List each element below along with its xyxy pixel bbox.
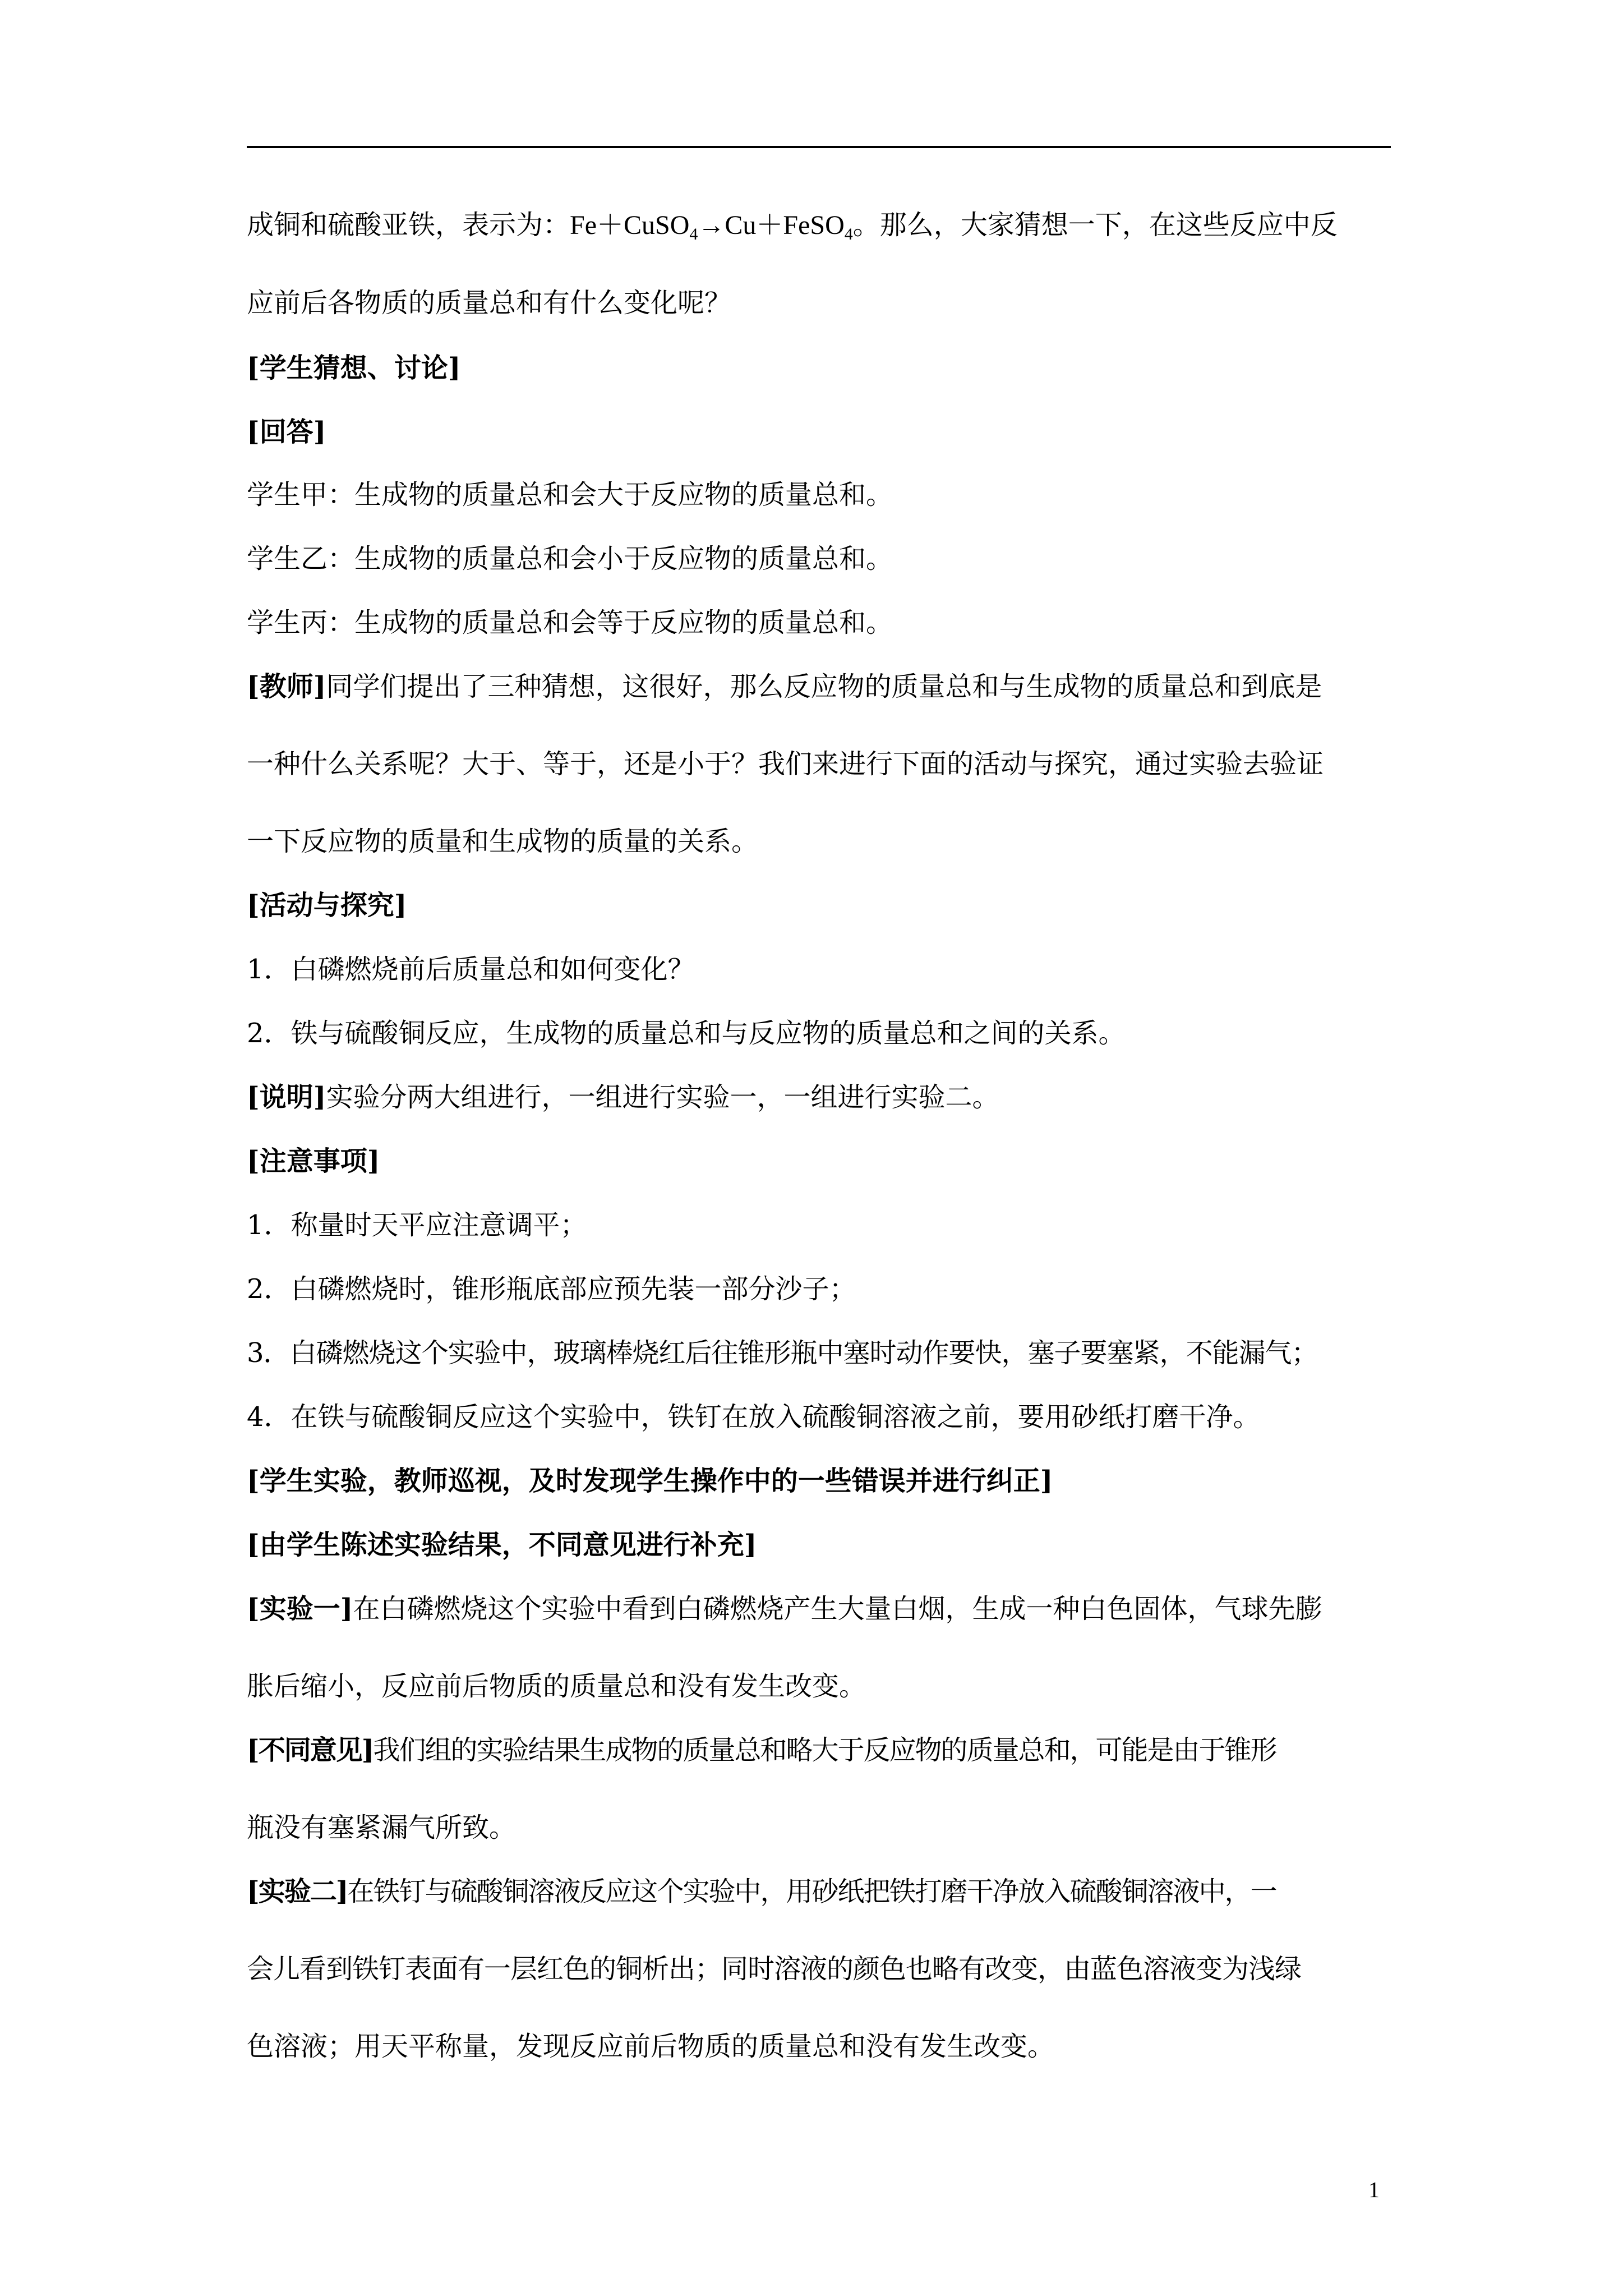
exp1-label: [实验一] <box>247 1593 353 1625</box>
intro-line-2: 应前后各物质的质量总和有什么变化呢？ <box>247 287 732 319</box>
reaction-arrow: → <box>698 210 725 240</box>
subscript: 4 <box>844 225 853 243</box>
note-item: 2．白磷燃烧时，锥形瓶底部应预先装一部分沙子； <box>247 1273 856 1305</box>
diff-paragraph-line <box>247 1734 1391 1766</box>
section-heading-student-experiment: [学生实验，教师巡视，及时发现学生操作中的一些错误并进行纠正] <box>247 1465 1053 1497</box>
header-rule <box>247 146 1391 148</box>
text-span: 同学们提出了三种猜想，这很好，那么反应物的质量总和与生成物的质量总和到底是 <box>326 671 1322 702</box>
subscript: 4 <box>689 225 698 243</box>
note-item: 3．白磷燃烧这个实验中，玻璃棒烧红后往锥形瓶中塞时动作要快，塞子要塞紧，不能漏气； <box>247 1337 1318 1369</box>
body-text <box>247 196 1391 2062</box>
text-span: 在铁钉与硫酸铜溶液反应这个实验中，用砂纸把铁打磨干净放入硫酸铜溶液中，一 <box>347 1876 1276 1907</box>
teacher-paragraph-line <box>247 671 1391 702</box>
section-heading-notes: [注意事项] <box>247 1145 380 1177</box>
section-heading-report: [由学生陈述实验结果，不同意见进行补充] <box>247 1529 757 1561</box>
reactants: Fe＋CuSO <box>570 210 690 240</box>
section-heading-answer: [回答] <box>247 416 326 448</box>
intro-line-1 <box>247 209 1391 243</box>
exp2-paragraph-line: 色溶液；用天平称量，发现反应前后物质的质量总和没有发生改变。 <box>247 2031 1055 2062</box>
page-number: 1 <box>1368 2177 1380 2202</box>
explain-label: [说明] <box>247 1082 326 1113</box>
answer-item: 学生甲：生成物的质量总和会大于反应物的质量总和。 <box>247 479 893 510</box>
exp2-label: [实验二] <box>247 1876 348 1907</box>
text-span: 。那么，大家猜想一下，在这些反应中反 <box>852 209 1338 241</box>
answer-item: 学生丙：生成物的质量总和会等于反应物的质量总和。 <box>247 607 893 638</box>
exp1-paragraph-line: 胀后缩小，反应前后物质的质量总和没有发生改变。 <box>247 1671 866 1702</box>
teacher-label: [教师] <box>247 671 326 702</box>
chemical-equation <box>570 210 853 243</box>
diff-label: [不同意见] <box>247 1734 374 1766</box>
exp2-paragraph-line <box>247 1876 1391 1907</box>
exp1-paragraph-line <box>247 1593 1391 1625</box>
section-heading-activity: [活动与探究] <box>247 890 407 921</box>
activity-item: 2．铁与硫酸铜反应，生成物的质量总和与反应物的质量总和之间的关系。 <box>247 1018 1126 1049</box>
products: Cu＋FeSO <box>725 210 845 240</box>
answer-item: 学生乙：生成物的质量总和会小于反应物的质量总和。 <box>247 543 893 574</box>
activity-item: 1．白磷燃烧前后质量总和如何变化？ <box>247 954 695 985</box>
text-span: 实验分两大组进行，一组进行实验一，一组进行实验二。 <box>326 1082 999 1113</box>
explain-line <box>247 1082 1391 1113</box>
teacher-paragraph-line: 一种什么关系呢？大于、等于，还是小于？我们来进行下面的活动与探究，通过实验去验证 <box>247 748 1324 780</box>
text-span: 成铜和硫酸亚铁，表示为： <box>247 209 570 241</box>
text-span: 在白磷燃烧这个实验中看到白磷燃烧产生大量白烟，生成一种白色固体，气球先膨 <box>353 1593 1322 1625</box>
exp2-paragraph-line: 会儿看到铁钉表面有一层红色的铜析出；同时溶液的颜色也略有改变，由蓝色溶液变为浅绿 <box>247 1953 1302 1985</box>
diff-paragraph-line: 瓶没有塞紧漏气所致。 <box>247 1812 517 1843</box>
section-heading-guess: [学生猜想、讨论] <box>247 352 461 384</box>
text-span: 我们组的实验结果生成物的质量总和略大于反应物的质量总和，可能是由于锥形 <box>373 1734 1276 1766</box>
note-item: 1．称量时天平应注意调平； <box>247 1209 587 1241</box>
note-item: 4．在铁与硫酸铜反应这个实验中，铁钉在放入硫酸铜溶液之前，要用砂纸打磨干净。 <box>247 1401 1260 1433</box>
teacher-paragraph-line: 一下反应物的质量和生成物的质量的关系。 <box>247 826 759 857</box>
